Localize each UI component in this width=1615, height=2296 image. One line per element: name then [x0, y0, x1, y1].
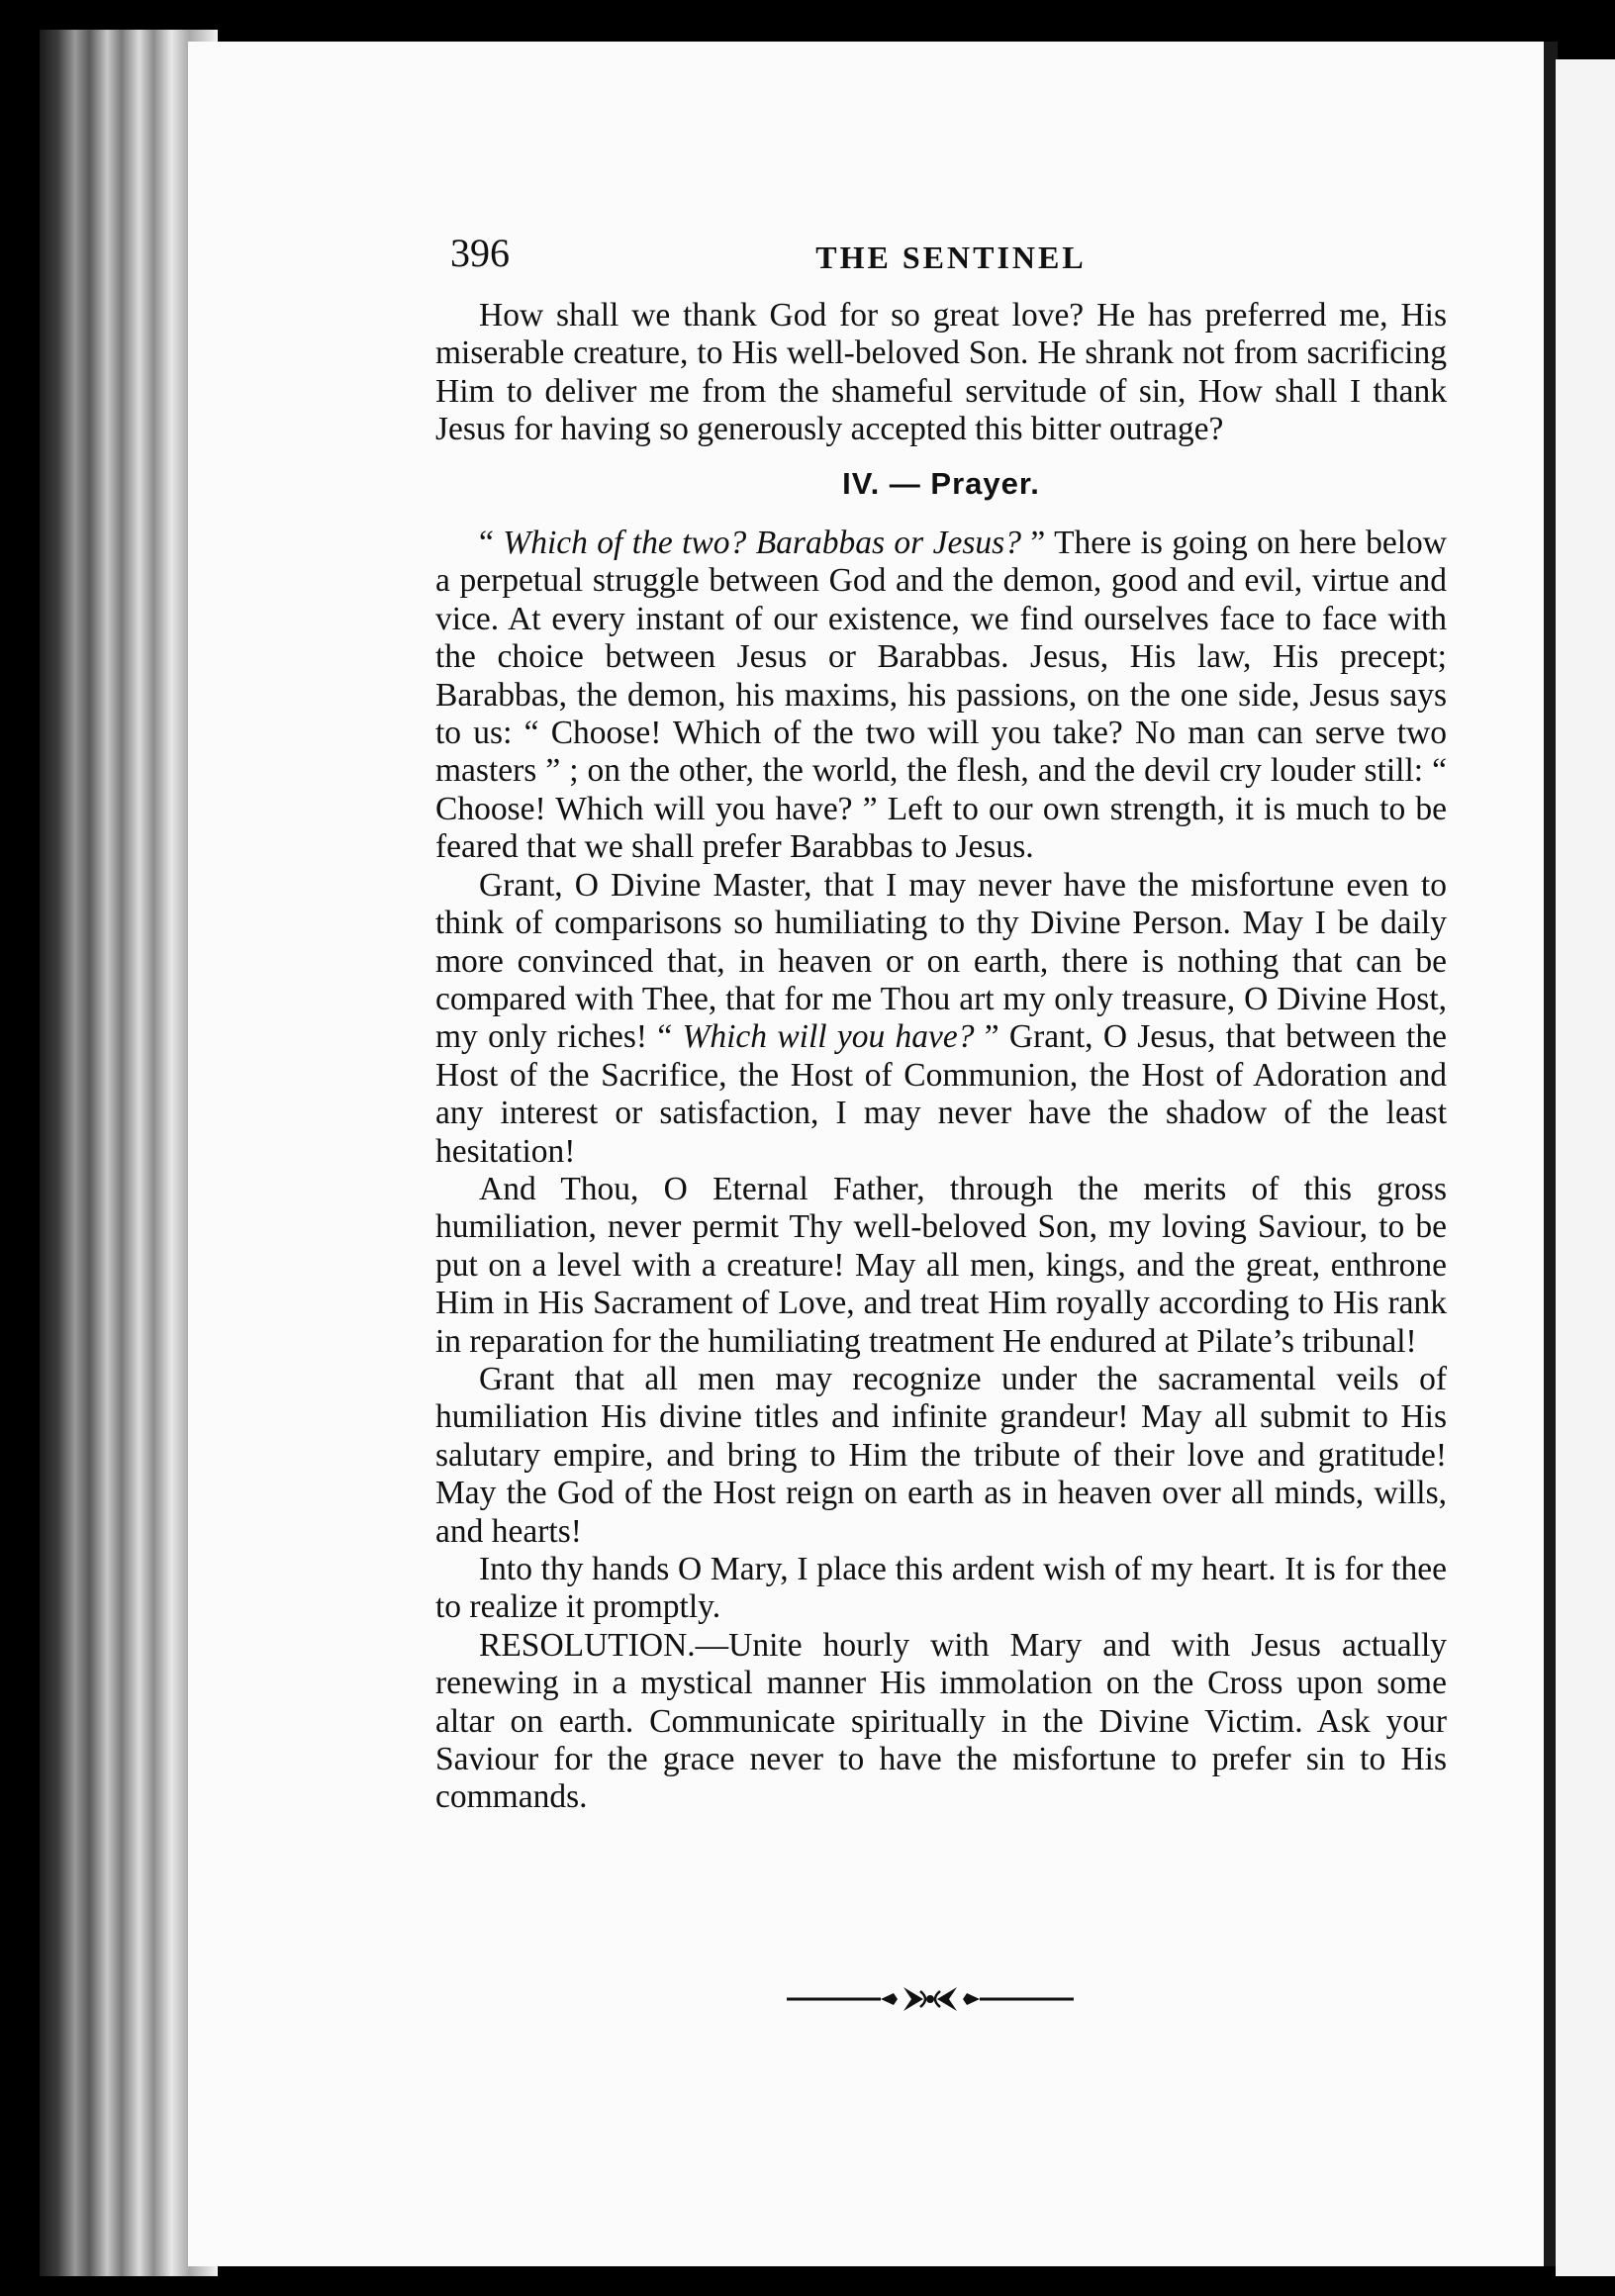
italic-question: Which will you have?	[682, 1018, 975, 1056]
page-body	[435, 297, 1447, 1817]
section-heading: IV. — Prayer.	[842, 465, 1040, 501]
running-head: THE SENTINEL	[815, 239, 1087, 275]
facing-page-edge	[1556, 59, 1615, 2276]
paragraph-text: ” Grant, O Jesus, that between the Host of the Sacrifice, the Host of Communion, the Host of Adoration and any interest or satisfaction, I may never have the shadow of the least hesitation!	[435, 1018, 1447, 1170]
paragraph-grant-divine-master	[435, 867, 1447, 1171]
page-header	[450, 230, 1452, 289]
paragraph-eternal-father: And Thou, O Eternal Father, through the merits of this gross humiliation, never permit Thy well-beloved Son, my loving Saviour, to be put on a level with a creature! May all men, kings, and the great, enthrone Him in His Sacrament of Love, and treat Him royally according to His rank in reparation for the humiliating treatment He endured at Pilate’s tribunal!	[435, 1170, 1447, 1360]
paragraph-grant-all-men: Grant that all men may recognize under the sacramental veils of humiliation His divine titles and infinite grandeur! May all submit to His salutary empire, and bring to Him the tribute of their love and gratitude! May the God of the Host reign on earth as in heaven over all minds, wills, and hearts!	[435, 1360, 1447, 1550]
quote-open: “	[479, 525, 504, 562]
italic-question: Which of the two? Barabbas or Jesus?	[503, 525, 1021, 562]
paragraph-which-of-two	[435, 525, 1447, 867]
paragraph-text: ” There is going on here below a perpetual struggle between God and the demon, good and evil, virtue and vice. At every instant of our existence, we find ourselves face to face with the choice between Jesus or Barabbas. Jesus, His law, His precept; Barabbas, the demon, his maxims, his passions, on the one side, Jesus says to us: “ Choose! Which of the two will you take? No man can serve two masters ” ; on the other, the world, the flesh, and the devil cry louder still: “ Choose! Which will you have? ” Left to our own strength, it is much to be feared that we shall prefer Barabbas to Jesus.	[435, 525, 1447, 866]
paragraph-thanksgiving: How shall we thank God for so great love? He has preferred me, His miserable creature, to His well-beloved Son. He shrank not from sacrificing Him to deliver me from the shameful servitude of sin, How shall I thank Jesus for having so generously accepted this bitter outrage?	[435, 297, 1447, 448]
paragraph-mary: Into thy hands O Mary, I place this ardent wish of my heart. It is for thee to realize it promptly.	[435, 1551, 1447, 1626]
paragraph-text: Grant, O Divine Master, that I may never have the misfortune even to think of comparisons so humiliating to thy Divine Person. May I be daily more convinced that, in heaven or on earth, there is nothing that can be compared with Thee, that for me Thou art my only treasure, O Divine Host, my only riches! “	[435, 866, 1447, 1056]
end-ornament-icon	[787, 1979, 1074, 2019]
paragraph-resolution: RESOLUTION.—Unite hourly with Mary and with Jesus actually renewing in a mystical manner His immolation on the Cross upon some altar on earth. Communicate spiritually in the Divine Victim. Ask your Saviour for the grace never to have the misfortune to prefer sin to His commands.	[435, 1626, 1447, 1816]
page-number: 396	[450, 231, 510, 275]
